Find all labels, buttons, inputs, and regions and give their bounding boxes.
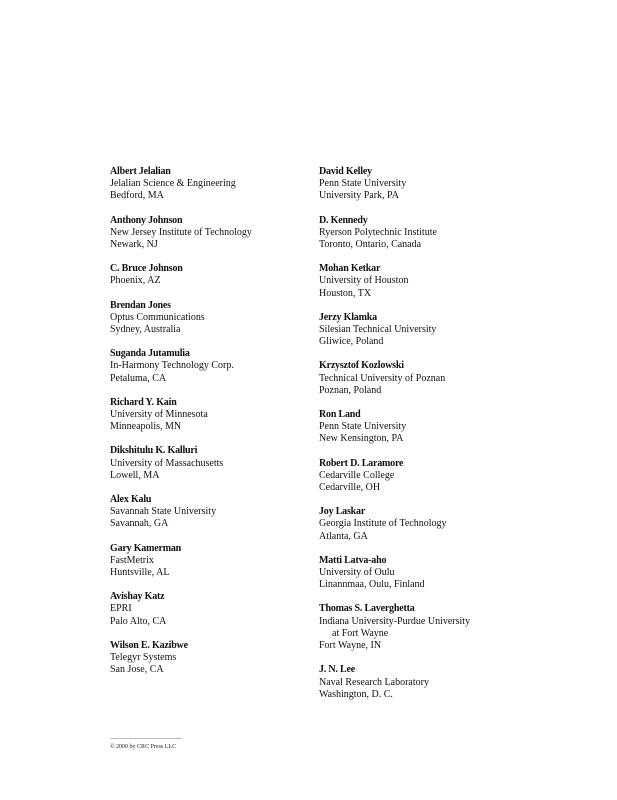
contributor-entry [110,263,310,287]
contributor-affiliation: Silesian Technical University [319,324,437,336]
contributor-entry [110,166,310,203]
contributor-name: Krzysztof Kozlowski [319,360,404,372]
contributor-location: San Jose, CA [110,664,164,676]
contributor-location: Gliwice, Poland [319,336,384,348]
contributor-location: Huntsville, AL [110,567,170,579]
contributor-entry [319,263,559,300]
contributor-name: Wilson E. Kazibwe [110,639,188,651]
right-contributor-column [319,166,559,701]
contributor-name: Brendan Jones [110,299,171,311]
contributor-affiliation: Cedarville College [319,469,395,481]
contributor-entry [319,312,559,349]
contributor-location: Atlanta, GA [319,530,368,542]
contributor-entry [110,445,310,482]
footer-divider [110,738,182,739]
contributor-entry [110,494,310,531]
contributor-affiliation: Savannah State University [110,506,217,518]
contributor-location: Minneapolis, MN [110,421,182,433]
contributor-location: Newark, NJ [110,239,158,251]
contributor-entry [319,506,559,543]
copyright-notice: © 2000 by CRC Press LLC [110,744,177,750]
contributor-name: Anthony Johnson [110,214,183,226]
contributor-location: New Kensington, PA [319,433,404,445]
contributor-entry [319,458,559,495]
contributor-affiliation: Technical University of Poznan [319,372,446,384]
contributor-entry [319,360,559,397]
contributor-name: David Kelley [319,166,372,177]
contributor-name: Jerzy Klamka [319,311,377,323]
contributor-entry [110,640,310,677]
contributor-name: Albert Jelalian [110,166,171,177]
contributor-affiliation: Naval Research Laboratory [319,676,429,688]
contributor-location: Poznan, Poland [319,384,382,396]
contributor-affiliation: University of Massachusetts [110,457,224,469]
contributor-affiliation: Telegyr Systems [110,652,177,664]
contributor-entry [110,348,310,385]
contributor-location: Lowell, MA [110,469,160,481]
contributor-affiliation: In-Harmony Technology Corp. [110,360,234,372]
contributor-location: Linannmaa, Oulu, Finland [319,579,425,591]
contributor-affiliation: New Jersey Institute of Technology [110,226,252,238]
contributor-location: University Park, PA [319,190,399,202]
contributor-entry [110,215,310,252]
contributor-location: Bedford, MA [110,190,164,202]
contributor-name: Mohan Ketkar [319,263,381,275]
contributor-entry [319,215,559,252]
contributor-name: Avishay Katz [110,591,165,603]
contributor-affiliation: Georgia Institute of Technology [319,518,447,530]
contributor-name: Joy Laskar [319,506,366,518]
contributor-name: D. Kennedy [319,214,368,226]
contributor-entry [110,543,310,580]
contributor-affiliation: Indiana University-Purdue University [319,615,471,627]
contributor-entry [319,166,559,203]
contributor-affiliation: EPRI [110,603,132,615]
contributor-location: Savannah, GA [110,518,169,530]
contributor-name: Alex Kalu [110,494,152,506]
contributor-affiliation: Optus Communications [110,311,205,323]
contributor-name: Gary Kamerman [110,542,181,554]
contributor-location: Phoenix, AZ [110,275,161,287]
contributor-location: Petaluma, CA [110,372,167,384]
contributor-affiliation: Penn State University [319,421,407,433]
contributor-affiliation: University of Houston [319,275,409,287]
contributor-entry [319,664,559,701]
contributor-location: Washington, D. C. [319,688,393,700]
contributor-affiliation: Ryerson Polytechnic Institute [319,226,437,238]
contributor-name: C. Bruce Johnson [110,263,183,275]
contributor-location: Fort Wayne, IN [319,640,382,652]
contributor-name: J. N. Lee [319,664,355,676]
contributor-entry [110,300,310,337]
contributor-location: Houston, TX [319,287,372,299]
contributor-affiliation: Jelalian Science & Engineering [110,178,236,190]
left-contributor-column [110,166,310,677]
contributor-name: Matti Latva-aho [319,554,387,566]
contributor-name: Suganda Jutamulia [110,348,190,360]
contributor-affiliation: University of Oulu [319,567,395,579]
contributor-name: Dikshitulu K. Kalluri [110,445,198,457]
contributor-name: Thomas S. Laverghetta [319,603,415,615]
contributor-location: Toronto, Ontario, Canada [319,239,422,251]
contributor-entry [319,409,559,446]
contributor-affiliation: FastMetrix [110,554,154,566]
contributor-affiliation-continued: at Fort Wayne [332,627,389,639]
contributor-location: Sydney, Australia [110,324,181,336]
contributor-entry [319,555,559,592]
contributor-entry [319,603,559,652]
contributor-entry [110,397,310,434]
contributor-entry [110,591,310,628]
contributor-location: Palo Alto, CA [110,615,167,627]
contributor-location: Cedarville, OH [319,482,381,494]
contributor-name: Ron Land [319,409,361,421]
contributor-affiliation: University of Minnesota [110,409,208,421]
contributor-name: Robert D. Laramore [319,457,404,469]
contributor-name: Richard Y. Kain [110,396,177,408]
contributor-affiliation: Penn State University [319,178,407,190]
